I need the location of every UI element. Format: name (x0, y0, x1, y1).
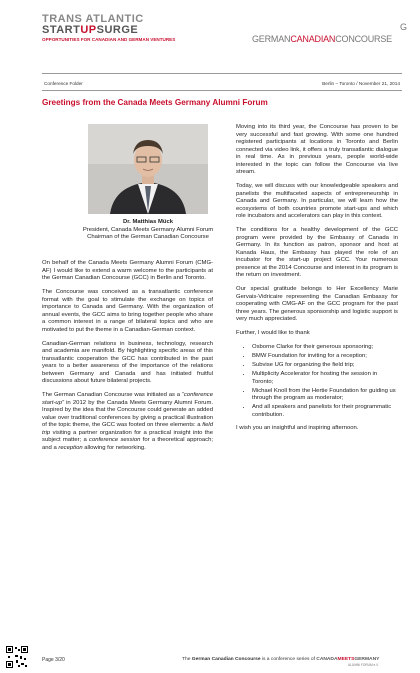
footer-text: The German Canadian Concourse is a conference series of CANADAMEETSGERMANY ALUMNI FORUM e.V. (182, 657, 380, 667)
paragraph: Moving into its third year, the Concourse has proven to be very successful and fast growing. With some one hundred registered participants at locations in Toronto and Berlin connected via video link, it offers a truly transatlantic dialogue in real time. As in previous years, people world-wide interested in the topic can follow the Concourse via live stream. (236, 124, 398, 175)
paragraph: On behalf of the Canada Meets Germany Alumni Forum (CMG-AF) I would like to extend a warm welcome to the participants at the German Canadian Concourse (GCC) in Berlin and Toronto. (42, 260, 213, 281)
paragraph: Further, I would like to thank (236, 330, 310, 336)
list-item: • And all speakers and panelists for their programmatic contribution. (252, 404, 398, 419)
list-item: • Subvise UG for organizing the field trip; (252, 362, 398, 370)
header-rule-top (42, 73, 402, 74)
header-rule-bottom (42, 90, 402, 91)
portrait-caption (42, 219, 254, 242)
logo-tagline: OPPORTUNITIES FOR CANADIAN AND GERMAN VENTURES (42, 37, 176, 42)
footer-brand-sub: ALUMNI FORUM e.V. (348, 663, 379, 667)
thanks-list (236, 344, 398, 419)
caption-name: Dr. Matthias Mück (122, 219, 174, 225)
gcc-logo-mark: G (400, 22, 407, 32)
list-item: • Michael Knoll from the Hertie Foundation for guiding us through the program as moderator; (252, 388, 398, 403)
place-date: Berlin – Toronto / November 21, 2014 (322, 81, 400, 86)
gcc-logo: GERMANCANADIANCONCOURSE G (252, 22, 407, 44)
startup-surge-logo (42, 14, 192, 54)
paragraph: Canadian-German relations in business, technology, research and academia are manifold. By highlighting specific areas of this transatlantic cooperation the GCC has contributed in the past years to a better awareness of the importance of the relations between Germany and Canada and has initiated fruitful discussions about future bilateral projects. (42, 340, 213, 384)
paragraph: Today, we will discuss with our knowledgeable speakers and panelists the multifaceted aspects of entrepreneurship in Canada and Germany. In particular, we will learn how the ecosystems of both countries promote start-ups and which role incubators and accelerators can play in this context. (236, 183, 398, 219)
list-item: • Osborne Clarke for their generous sponsoring; (252, 344, 398, 352)
caption-role-1: President, Canada Meets Germany Alumni Forum (82, 226, 214, 233)
logo-line-1: TRANS ATLANTIC (42, 13, 144, 25)
right-column (236, 124, 398, 439)
list-item: • Multiplicity Accelerator for hosting the session in Toronto; (252, 371, 398, 386)
paragraph: The Concourse was conceived as a transatlantic conference format with the goal to stimulate the exchange on topics of importance to Canada and Germany. With the organization of annual events, the GCC aims to bring together people who share a common interest in a range of bilateral topics and who are motivated to put the theme in a Canadian-German context. (42, 289, 213, 333)
page-number: Page 3/20 (42, 657, 65, 663)
paragraph: The German Canadian Concourse was initiated as a “conference start-up” in 2012 by the Canada Meets Germany Alumni Forum. Inspired by the idea that the Concourse could generate an added value over traditional conferences by giving a practical illustration of the topic theme, the GCC was footed on three elements: a field trip visiting a partner organization for a practical insight into the subject matter; a conference session for a theoretical approach; and a reception allowing for networking. (42, 392, 213, 451)
left-column (42, 260, 213, 459)
portrait-photo (88, 124, 208, 214)
logo-line-2: STARTUPSURGE (42, 24, 139, 36)
footer-brand-logo: CANADAMEETSGERMANY (316, 657, 380, 662)
paragraph: The conditions for a healthy development of the GCC program were provided by the Embassy of Canada in Germany. In its function as patron, sponsor and host at Kanada Haus, the Embassy has played the role of an incubator for the start-up project GCC. Your numerous presence at the 2014 Concourse and interest in its program is the return on investment. (236, 227, 398, 278)
article-title: Greetings from the Canada Meets Germany Alumni Forum (42, 98, 268, 107)
qr-code (6, 646, 28, 668)
paragraph: Our special gratitude belongs to Her Excellency Marie Gervais-Vidricaire representing the Canadian Embassy for cooperating with CMG-AF on the GCC program for the past three years. The generous sponsorship and logistic support is very much appreciated. (236, 286, 398, 322)
caption-role-2: Chairman of the German Canadian Concourse (87, 234, 209, 241)
paragraph: I wish you an insightful and inspiring afternoon. (236, 425, 359, 431)
folder-label: Conference Folder (44, 81, 83, 86)
list-item: • BMW Foundation for inviting for a reception; (252, 353, 398, 361)
